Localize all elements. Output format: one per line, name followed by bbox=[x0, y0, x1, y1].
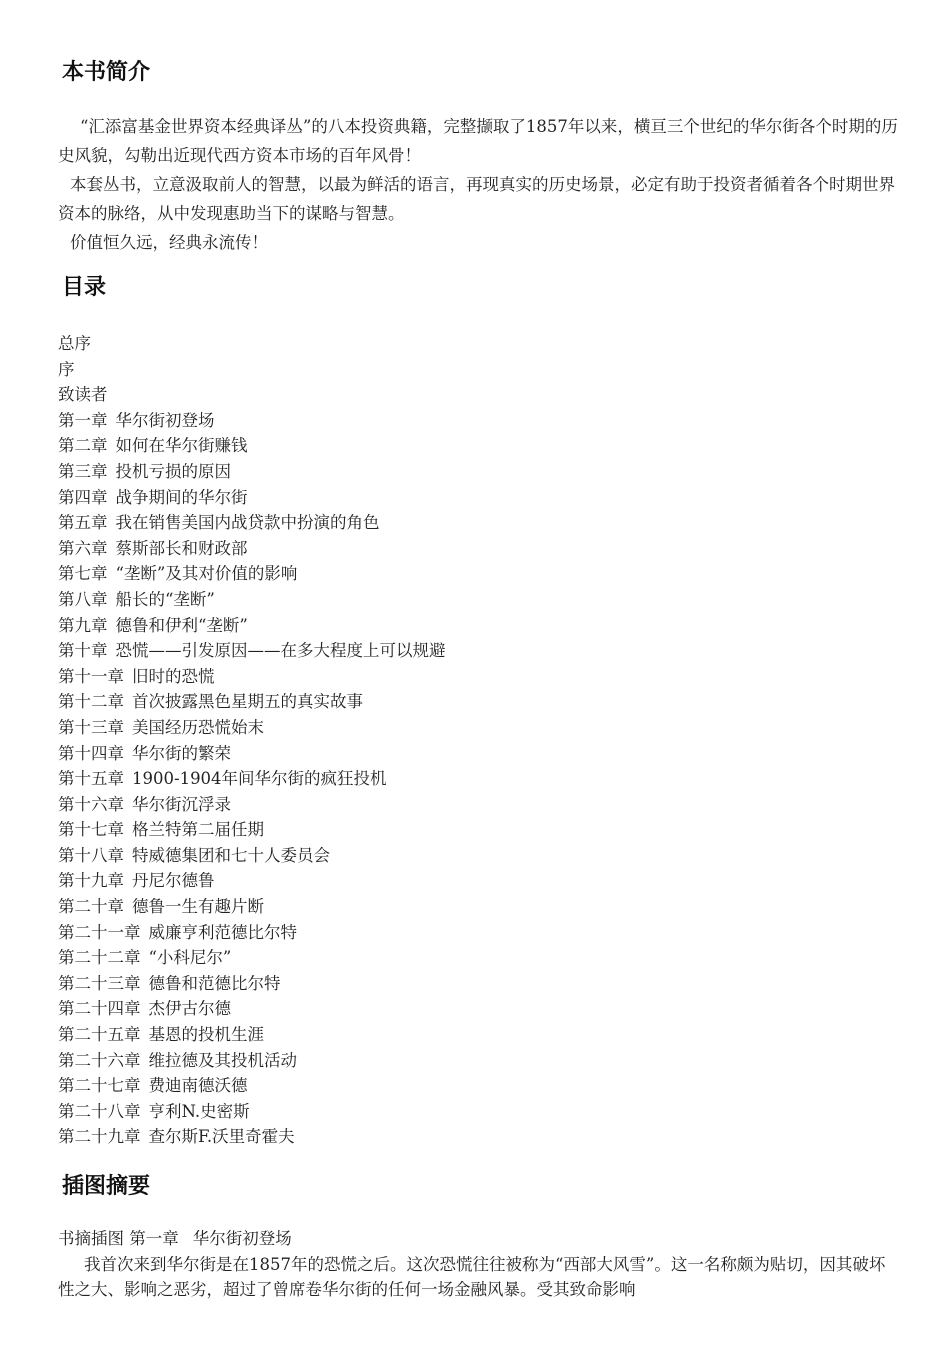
intro-section bbox=[58, 112, 898, 257]
excerpt-body: 我首次来到华尔街是在1857年的恐慌之后。这次恐慌往往被称为“西部大风雪”。这一名称颇为贴切，因其破坏性之大、影响之恶劣，超过了曾席卷华尔街的任何一场金融风暴。受其致命影响 bbox=[58, 1254, 886, 1300]
toc-item[interactable] bbox=[58, 1022, 898, 1048]
toc-item[interactable] bbox=[58, 664, 898, 690]
toc-item-number: 第二十六章 bbox=[58, 1050, 141, 1070]
toc-item-number: 第十四章 bbox=[58, 743, 124, 763]
toc-item-number: 第十二章 bbox=[58, 692, 124, 712]
toc-item-title: 查尔斯F.沃里奇霍夫 bbox=[148, 1127, 295, 1147]
toc-item[interactable] bbox=[58, 433, 898, 459]
toc-item-number: 第二十五章 bbox=[58, 1025, 141, 1045]
toc-item-number: 第十六章 bbox=[58, 794, 124, 814]
toc-item-number: 第二十七章 bbox=[58, 1076, 141, 1096]
toc-list bbox=[58, 331, 898, 1150]
toc-item-title: 船长的“垄断” bbox=[115, 589, 215, 609]
intro-paragraph-1: “汇添富基金世界资本经典译丛”的八本投资典籍，完整撷取了1857年以来，横亘三个世纪的华尔街各个时期的历史风貌，勾勒出近现代西方资本市场的百年风骨！ bbox=[58, 117, 898, 165]
toc-item-number: 第八章 bbox=[58, 589, 108, 609]
excerpt-section bbox=[58, 1226, 898, 1303]
toc-item[interactable] bbox=[58, 766, 898, 792]
toc-item-title: 恐慌——引发原因——在多大程度上可以规避 bbox=[115, 641, 446, 661]
toc-item[interactable] bbox=[58, 459, 898, 485]
toc-item-number: 第二十八章 bbox=[58, 1101, 141, 1121]
toc-item[interactable] bbox=[58, 920, 898, 946]
toc-item-title: 华尔街沉浮录 bbox=[132, 794, 231, 814]
toc-item-title: 威廉亨利范德比尔特 bbox=[148, 922, 297, 942]
toc-item-number: 第三章 bbox=[58, 461, 108, 481]
toc-item-title: “小科尼尔” bbox=[148, 948, 232, 968]
toc-item[interactable] bbox=[58, 741, 898, 767]
toc-item-title: 1900-1904年间华尔街的疯狂投机 bbox=[132, 769, 387, 789]
toc-item-title: 维拉德及其投机活动 bbox=[148, 1050, 297, 1070]
intro-title: 本书简介 bbox=[62, 60, 151, 85]
toc-item-number: 第四章 bbox=[58, 487, 108, 507]
toc-item-number: 第一章 bbox=[58, 410, 108, 430]
toc-item-title: 如何在华尔街赚钱 bbox=[115, 436, 248, 456]
toc-item-title: 华尔街初登场 bbox=[115, 410, 215, 430]
toc-item-number: 第十七章 bbox=[58, 820, 124, 840]
toc-item-title: 战争期间的华尔街 bbox=[115, 487, 248, 507]
toc-item[interactable] bbox=[58, 817, 898, 843]
toc-item[interactable] bbox=[58, 1099, 898, 1125]
toc-item-number: 序 bbox=[58, 359, 75, 379]
toc-item[interactable] bbox=[58, 689, 898, 715]
toc-item-title: 丹尼尔德鲁 bbox=[132, 871, 215, 891]
toc-item-number: 第九章 bbox=[58, 615, 108, 635]
toc-item-title: 华尔街的繁荣 bbox=[132, 743, 231, 763]
toc-item-number: 第二章 bbox=[58, 436, 108, 456]
toc-item-title: 首次披露黑色星期五的真实故事 bbox=[132, 692, 363, 712]
toc-item[interactable] bbox=[58, 485, 898, 511]
toc-item-title: 基恩的投机生涯 bbox=[148, 1025, 264, 1045]
toc-item-number: 第二十九章 bbox=[58, 1127, 141, 1147]
toc-item-title: 德鲁一生有趣片断 bbox=[132, 897, 264, 917]
toc-item[interactable] bbox=[58, 408, 898, 434]
toc-item-title: 蔡斯部长和财政部 bbox=[115, 538, 248, 558]
toc-item[interactable] bbox=[58, 843, 898, 869]
excerpt-chapter: 华尔街初登场 bbox=[192, 1229, 292, 1248]
toc-item-number: 第十章 bbox=[58, 641, 108, 661]
toc-item[interactable] bbox=[58, 1048, 898, 1074]
toc-item-number: 第十九章 bbox=[58, 871, 124, 891]
toc-item-number: 第十八章 bbox=[58, 845, 124, 865]
toc-item-title: 德鲁和伊利“垄断” bbox=[115, 615, 248, 635]
toc-item-number: 第二十二章 bbox=[58, 948, 141, 968]
toc-item[interactable] bbox=[58, 894, 898, 920]
intro-paragraph-3: 价值恒久远，经典永流传！ bbox=[70, 233, 268, 252]
toc-item[interactable] bbox=[58, 587, 898, 613]
illustrations-title: 插图摘要 bbox=[62, 1174, 151, 1199]
toc-item[interactable] bbox=[58, 792, 898, 818]
toc-item-number: 第六章 bbox=[58, 538, 108, 558]
toc-item[interactable] bbox=[58, 536, 898, 562]
toc-item[interactable] bbox=[58, 638, 898, 664]
toc-item-title: 特威德集团和七十人委员会 bbox=[132, 845, 330, 865]
toc-item[interactable] bbox=[58, 868, 898, 894]
toc-item-number: 第十五章 bbox=[58, 769, 124, 789]
toc-item-title: 杰伊古尔德 bbox=[148, 999, 231, 1019]
toc-item-title: 旧时的恐慌 bbox=[132, 666, 215, 686]
toc-item-number: 第二十三章 bbox=[58, 973, 141, 993]
toc-item-title: 我在销售美国内战贷款中扮演的角色 bbox=[115, 513, 380, 533]
toc-item[interactable] bbox=[58, 971, 898, 997]
toc-item[interactable] bbox=[58, 561, 898, 587]
toc-item-number: 第五章 bbox=[58, 513, 108, 533]
excerpt-heading bbox=[58, 1226, 898, 1252]
toc-item-title: 德鲁和范德比尔特 bbox=[148, 973, 281, 993]
toc-item-number: 第二十四章 bbox=[58, 999, 141, 1019]
excerpt-label: 书摘插图 第一章 bbox=[58, 1229, 179, 1248]
toc-item-number: 第十一章 bbox=[58, 666, 124, 686]
toc-title: 目录 bbox=[62, 275, 107, 300]
toc-item[interactable] bbox=[58, 1073, 898, 1099]
toc-item-title: 格兰特第二届任期 bbox=[132, 820, 264, 840]
toc-item-number: 第七章 bbox=[58, 564, 108, 584]
toc-item[interactable] bbox=[58, 510, 898, 536]
toc-item[interactable] bbox=[58, 715, 898, 741]
toc-item-title: “垄断”及其对价值的影响 bbox=[115, 564, 298, 584]
toc-item[interactable] bbox=[58, 945, 898, 971]
toc-item-number: 致读者 bbox=[58, 385, 108, 405]
toc-item-title: 费迪南德沃德 bbox=[148, 1076, 248, 1096]
toc-item[interactable] bbox=[58, 382, 898, 408]
toc-item-title: 美国经历恐慌始末 bbox=[132, 717, 264, 737]
toc-item[interactable] bbox=[58, 613, 898, 639]
intro-paragraph-2: 本套丛书，立意汲取前人的智慧，以最为鲜活的语言，再现真实的历史场景，必定有助于投资者循着各个时期世界资本的脉络，从中发现惠助当下的谋略与智慧。 bbox=[58, 175, 895, 223]
toc-item[interactable] bbox=[58, 996, 898, 1022]
toc-item[interactable] bbox=[58, 1124, 898, 1150]
toc-item-number: 第二十一章 bbox=[58, 922, 141, 942]
toc-item-number: 第二十章 bbox=[58, 897, 124, 917]
toc-item-number: 第十三章 bbox=[58, 717, 124, 737]
book-page bbox=[58, 0, 898, 1303]
toc-item-title: 亨利N.史密斯 bbox=[148, 1101, 250, 1121]
toc-item-number: 总序 bbox=[58, 334, 91, 353]
toc-item[interactable] bbox=[58, 331, 898, 357]
toc-item[interactable] bbox=[58, 357, 898, 383]
toc-item-title: 投机亏损的原因 bbox=[115, 461, 231, 481]
